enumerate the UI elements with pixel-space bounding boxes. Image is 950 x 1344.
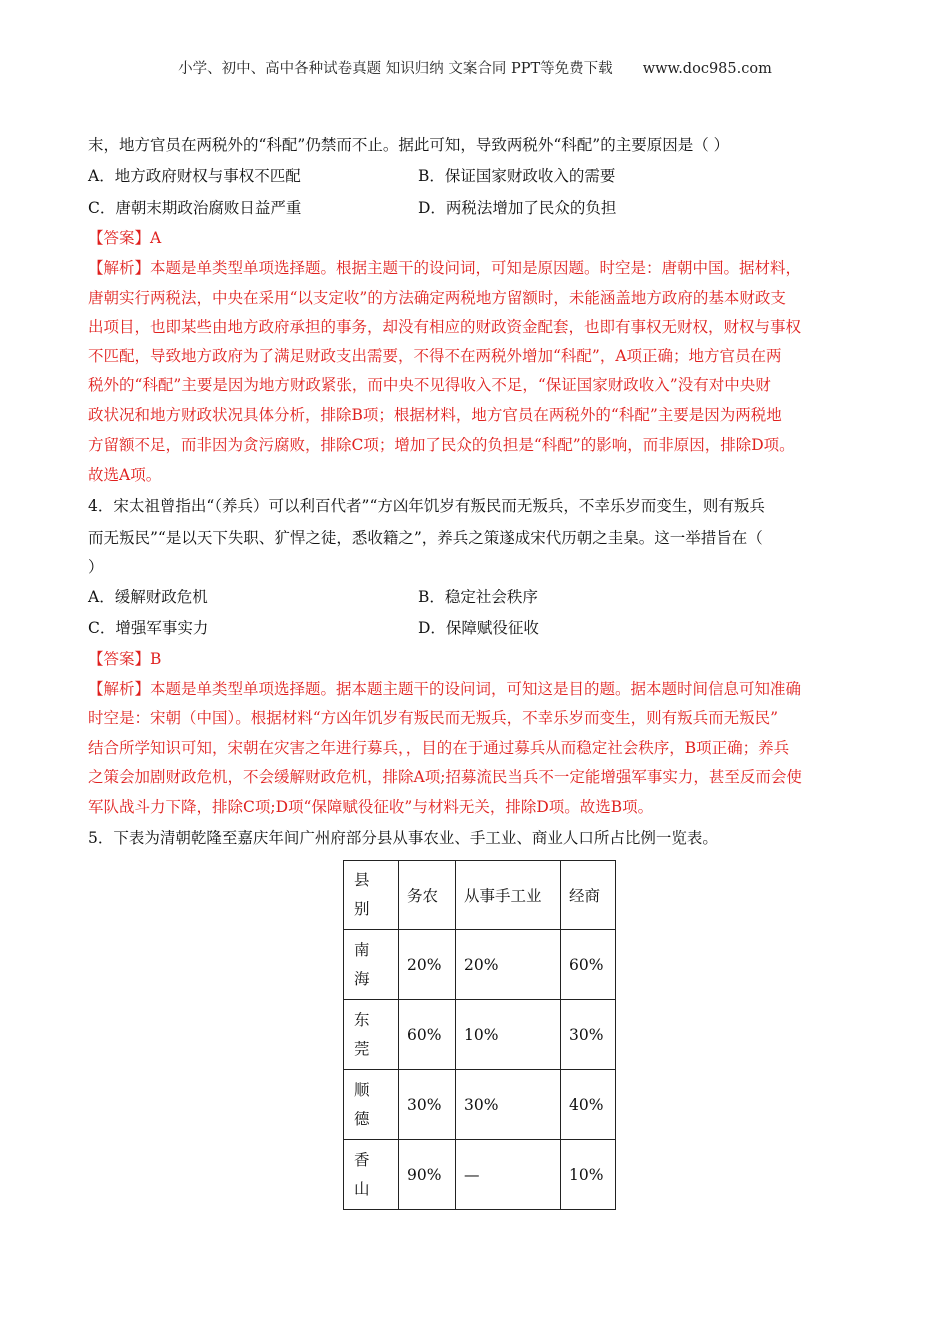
q3-answer: 【答案】A bbox=[88, 229, 162, 247]
population-table bbox=[343, 860, 616, 1210]
q4-option-c: C．增强军事实力 bbox=[88, 619, 209, 637]
q3-option-b: B．保证国家财政收入的需要 bbox=[418, 167, 616, 185]
q3-option-a: A．地方政府财权与事权不匹配 bbox=[88, 167, 301, 185]
county-cell: 香山 bbox=[344, 1140, 399, 1210]
agriculture-cell: 30% bbox=[399, 1070, 456, 1140]
table-row bbox=[344, 1070, 616, 1140]
q4-stem-line: 4．宋太祖曾指出“（养兵）可以利百代者”“方凶年饥岁有叛民而无叛兵，不幸乐岁而变生，则有叛兵 bbox=[88, 497, 765, 515]
table-row bbox=[344, 1000, 616, 1070]
agriculture-cell: 60% bbox=[399, 1000, 456, 1070]
agriculture-cell: 20% bbox=[399, 930, 456, 1000]
header-handicraft: 从事手工业 bbox=[456, 861, 561, 930]
q3-analysis-line: 唐朝实行两税法，中央在采用“以支定收”的方法确定两税地方留额时，未能涵盖地方政府的基本财政支 bbox=[88, 289, 786, 307]
q5-stem: 5．下表为清朝乾隆至嘉庆年间广州府部分县从事农业、手工业、商业人口所占比例一览表。 bbox=[88, 829, 718, 847]
q3-analysis-line: 税外的“科配”主要是因为地方财政紧张，而中央不见得收入不足，“保证国家财政收入”没有对中央财 bbox=[88, 376, 771, 394]
county-cell: 顺德 bbox=[344, 1070, 399, 1140]
page-header bbox=[0, 57, 950, 78]
commerce-cell: 40% bbox=[561, 1070, 616, 1140]
q3-option-d: D．两税法增加了民众的负担 bbox=[418, 199, 617, 217]
commerce-cell: 10% bbox=[561, 1140, 616, 1210]
commerce-cell: 60% bbox=[561, 930, 616, 1000]
header-agriculture: 务农 bbox=[399, 861, 456, 930]
q3-stem: 末，地方官员在两税外的“科配”仍禁而不止。据此可知，导致两税外“科配”的主要原因是（ ） bbox=[88, 136, 730, 154]
header-commerce: 经商 bbox=[561, 861, 616, 930]
handicraft-cell: 30% bbox=[456, 1070, 561, 1140]
table-row bbox=[344, 1140, 616, 1210]
q4-analysis-line: 之策会加剧财政危机，不会缓解财政危机，排除A项;招募流民当兵不一定能增强军事实力，甚至反而会使 bbox=[88, 768, 802, 786]
q3-analysis-line: 政状况和地方财政状况具体分析，排除B项；根据材料，地方官员在两税外的“科配”主要是因为两税地 bbox=[88, 406, 782, 424]
agriculture-cell: 90% bbox=[399, 1140, 456, 1210]
q4-stem-line: 而无叛民”“是以天下失职、犷悍之徒，悉收籍之”，养兵之策遂成宋代历朝之圭臬。这一举措旨在（ bbox=[88, 529, 763, 547]
q3-analysis-line: 故选A项。 bbox=[88, 466, 162, 484]
q4-analysis-line: 结合所学知识可知，宋朝在灾害之年进行募兵，，目的在于通过募兵从而稳定社会秩序，B项正确；养兵 bbox=[88, 739, 790, 757]
county-cell: 南海 bbox=[344, 930, 399, 1000]
q4-stem-line: ） bbox=[88, 558, 104, 576]
q4-answer: 【答案】B bbox=[88, 650, 162, 668]
q3-analysis-line: 【解析】本题是单类型单项选择题。根据主题干的设问词，可知是原因题。时空是：唐朝中国。据材料， bbox=[88, 259, 802, 277]
q3-analysis-line: 出项目，也即某些由地方政府承担的事务，却没有相应的财政资金配套，也即有事权无财权，财权与事权 bbox=[88, 318, 802, 336]
q4-analysis-line: 时空是：宋朝（中国）。根据材料“方凶年饥岁有叛民而无叛兵，不幸乐岁而变生，则有叛兵而无叛民” bbox=[88, 709, 779, 727]
handicraft-cell: — bbox=[456, 1140, 561, 1210]
handicraft-cell: 10% bbox=[456, 1000, 561, 1070]
q4-option-d: D．保障赋役征收 bbox=[418, 619, 539, 637]
q4-analysis-line: 【解析】本题是单类型单项选择题。据本题主题干的设问词，可知这是目的题。据本题时间信息可知准确 bbox=[88, 680, 802, 698]
q3-analysis-line: 不匹配，导致地方政府为了满足财政支出需要，不得不在两税外增加“科配”，A项正确；地方官员在两 bbox=[88, 347, 782, 365]
q4-option-a: A．缓解财政危机 bbox=[88, 588, 208, 606]
table-header-row bbox=[344, 861, 616, 930]
q3-analysis-line: 方留额不足，而非因为贪污腐败，排除C项；增加了民众的负担是“科配”的影响，而非原因，排除D项。 bbox=[88, 436, 795, 454]
commerce-cell: 30% bbox=[561, 1000, 616, 1070]
header-text: 小学、初中、高中各种试卷真题 知识归纳 文案合同 PPT等免费下载 bbox=[178, 61, 613, 77]
q3-option-c: C．唐朝末期政治腐败日益严重 bbox=[88, 199, 302, 217]
handicraft-cell: 20% bbox=[456, 930, 561, 1000]
header-county: 县别 bbox=[344, 861, 399, 930]
header-site: www.doc985.com bbox=[642, 61, 772, 77]
q4-option-b: B．稳定社会秩序 bbox=[418, 588, 538, 606]
q4-analysis-line: 军队战斗力下降，排除C项;D项“保障赋役征收”与材料无关，排除D项。故选B项。 bbox=[88, 798, 654, 816]
county-cell: 东莞 bbox=[344, 1000, 399, 1070]
table-row bbox=[344, 930, 616, 1000]
